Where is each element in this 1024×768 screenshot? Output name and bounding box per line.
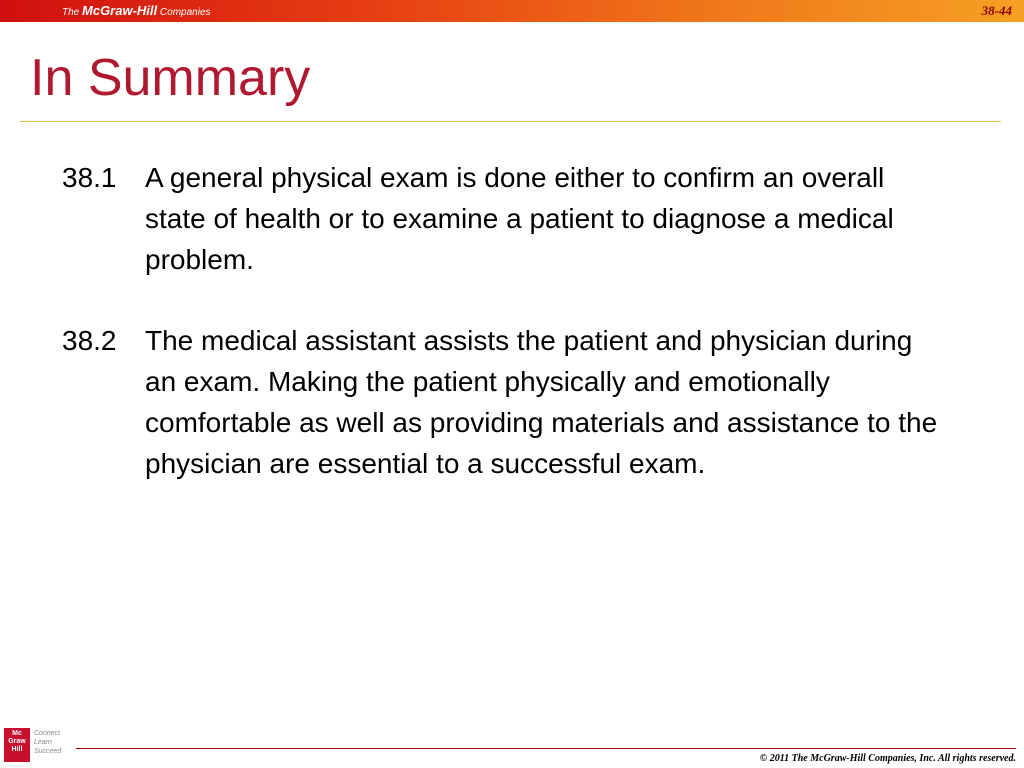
- summary-item: [62, 157, 962, 280]
- summary-list: [62, 157, 962, 524]
- slide-title: In Summary: [30, 49, 311, 107]
- title-divider: [20, 121, 1001, 122]
- header-bar: [0, 0, 1024, 22]
- summary-item: [62, 320, 962, 484]
- tagline-line: Succeed: [34, 748, 62, 755]
- slide-number: 38-44: [981, 3, 1012, 18]
- item-text: A general physical exam is done either to confirm an overall state of health or to examine a patient to diagnose a medical problem.: [145, 162, 894, 275]
- mcgraw-hill-logo: [4, 728, 30, 762]
- logo-line: Mc: [12, 730, 22, 737]
- item-text: The medical assistant assists the patient and physician during an exam. Making the patient physically and emotionally comfortable as well as providing materials and assistance to the physician are essential to a successful exam.: [145, 325, 938, 479]
- logo-line: Hill: [11, 746, 23, 753]
- item-number: 38.2: [62, 325, 117, 356]
- tagline-line: Connect: [34, 730, 61, 737]
- brand-name: McGraw-Hill: [82, 3, 158, 18]
- brand-prefix: The: [62, 7, 80, 18]
- item-number: 38.1: [62, 162, 117, 193]
- tagline-line: Learn: [34, 739, 52, 746]
- tagline: [34, 729, 74, 756]
- footer-divider: [76, 748, 1016, 749]
- logo-line: Graw: [8, 738, 26, 745]
- brand-suffix: Companies: [159, 7, 211, 18]
- brand-logo: [62, 3, 211, 18]
- copyright-notice: © 2011 The McGraw-Hill Companies, Inc. All rights reserved.: [759, 753, 1016, 764]
